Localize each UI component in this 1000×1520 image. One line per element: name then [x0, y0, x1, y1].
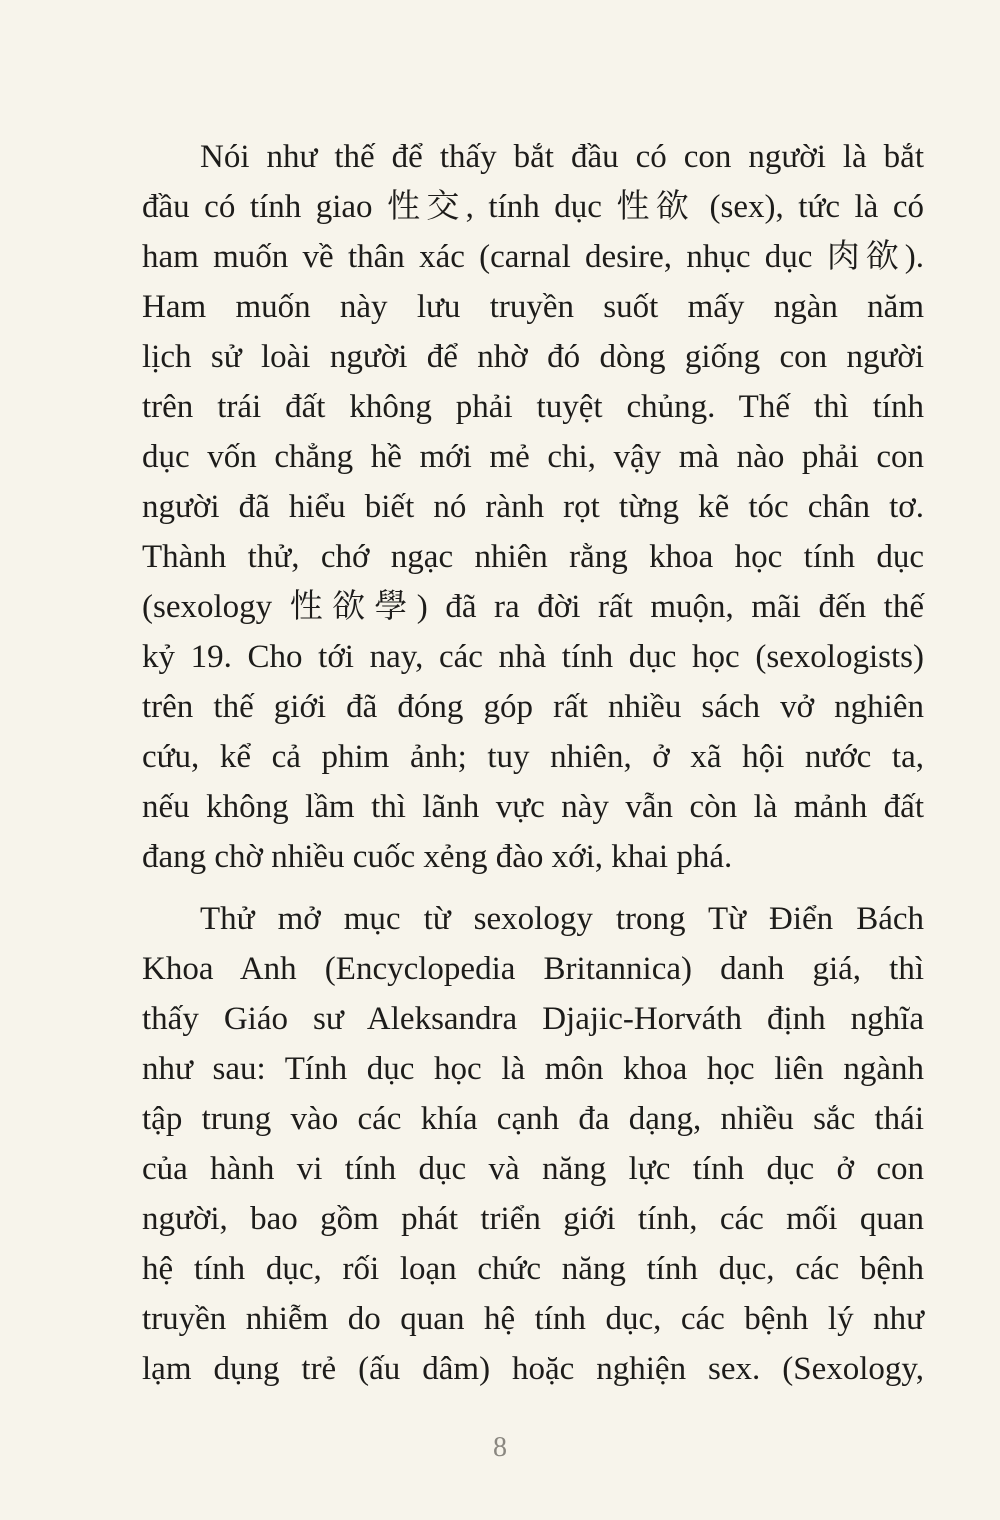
paragraph-1 — [142, 132, 924, 882]
text-line: như sau: Tính dục học là môn khoa học liên ngành — [142, 1051, 924, 1087]
text-line: Ham muốn này lưu truyền suốt mấy ngàn năm — [142, 289, 924, 325]
text-line: trên trái đất không phải tuyệt chủng. Thế thì tính — [142, 389, 924, 425]
text-line: lạm dụng trẻ (ấu dâm) hoặc nghiện sex. (Sexology, — [142, 1351, 924, 1387]
text-line: Khoa Anh (Encyclopedia Britannica) danh giá, thì — [142, 951, 924, 987]
text-line: hệ tính dục, rối loạn chức năng tính dục, các bệnh — [142, 1251, 924, 1287]
text-line: thấy Giáo sư Aleksandra Djajic-Horváth định nghĩa — [142, 1001, 924, 1037]
text-line: của hành vi tính dục và năng lực tính dục ở con — [142, 1151, 924, 1187]
text-line: (sexology 性欲學) đã ra đời rất muộn, mãi đến thế — [142, 589, 924, 625]
text-line: Nói như thế để thấy bắt đầu có con người là bắt — [200, 139, 924, 175]
text-line: ham muốn về thân xác (carnal desire, nhục dục 肉欲). — [142, 239, 924, 275]
text-line: tập trung vào các khía cạnh đa dạng, nhiều sắc thái — [142, 1101, 924, 1137]
text-line: trên thế giới đã đóng góp rất nhiều sách vở nghiên — [142, 689, 924, 725]
text-line: đầu có tính giao 性交, tính dục 性欲 (sex), tức là có — [142, 189, 924, 225]
text-line: đang chờ nhiều cuốc xẻng đào xới, khai phá. — [142, 839, 733, 875]
text-line: người đã hiểu biết nó rành rọt từng kẽ tóc chân tơ. — [142, 489, 924, 525]
text-line: truyền nhiễm do quan hệ tính dục, các bệnh lý như — [142, 1301, 924, 1337]
text-line: kỷ 19. Cho tới nay, các nhà tính dục học (sexologists) — [142, 639, 924, 675]
text-line: người, bao gồm phát triển giới tính, các mối quan — [142, 1201, 924, 1237]
text-line: nếu không lầm thì lãnh vực này vẫn còn là mảnh đất — [142, 789, 924, 825]
text-line: dục vốn chẳng hề mới mẻ chi, vậy mà nào phải con — [142, 439, 924, 475]
paragraph-2 — [142, 894, 924, 1394]
page-number: 8 — [493, 1432, 507, 1463]
text-line: Thử mở mục từ sexology trong Từ Điển Bách — [200, 901, 924, 937]
text-line: Thành thử, chớ ngạc nhiên rằng khoa học tính dục — [142, 539, 924, 575]
text-line: cứu, kể cả phim ảnh; tuy nhiên, ở xã hội nước ta, — [142, 739, 924, 775]
text-line: lịch sử loài người để nhờ đó dòng giống con người — [142, 339, 924, 375]
